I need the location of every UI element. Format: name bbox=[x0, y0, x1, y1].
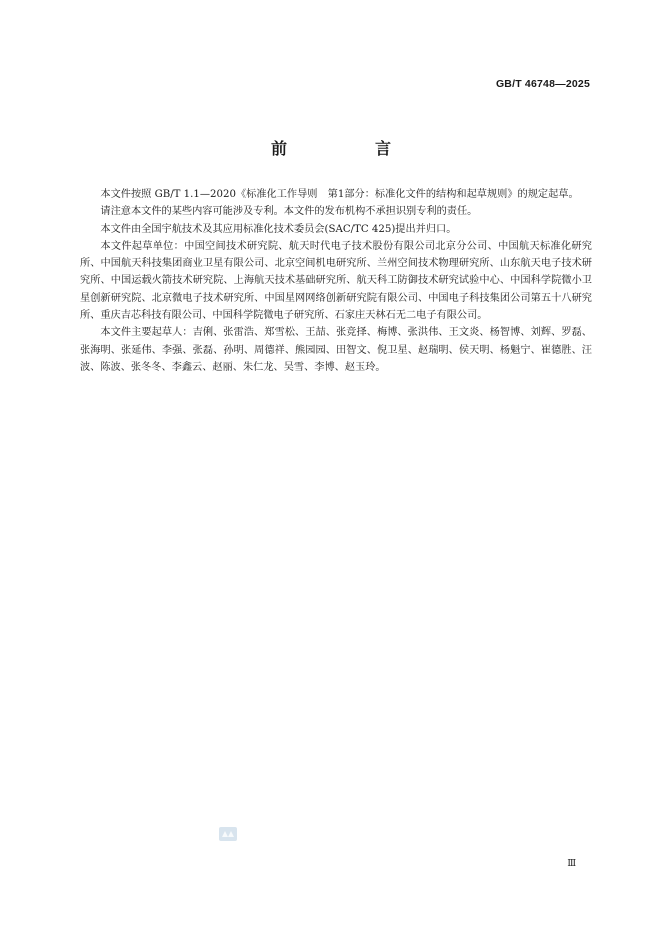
paragraph-drafting-units: 本文件起草单位：中国空间技术研究院、航天时代电子技术股份有限公司北京分公司、中国航天标准化研究所、中国航天科技集团商业卫星有限公司、北京空间机电研究所、兰州空间技术物理研究所、山东航天电子技术研究所、中国运载火箭技术研究院、上海航天技术基础研究所、航天科工防御技术研究试验中心、中国科学院微小卫星创新研究院、北京微电子技术研究所、中国星网网络创新研究院有限公司、中国电子科技集团公司第五十八研究所、重庆吉芯科技有限公司、中国科学院微电子研究所、石家庄天林石无二电子有限公司。 bbox=[80, 240, 592, 322]
watermark-logo-icon bbox=[219, 826, 237, 840]
foreword-body bbox=[80, 186, 592, 376]
paragraph-committee: 本文件由全国宇航技术及其应用标准化技术委员会(SAC/TC 425)提出并归口。 bbox=[100, 223, 457, 235]
paragraph-patent-notice: 请注意本文件的某些内容可能涉及专利。本文件的发布机构不承担识别专利的责任。 bbox=[100, 206, 478, 218]
page-number: Ⅲ bbox=[567, 859, 576, 869]
page-title: 前 言 bbox=[270, 139, 427, 158]
paragraph-drafters: 本文件主要起草人：吉俐、张雷浩、郑雪松、王喆、张竞择、梅博、张洪伟、王文炎、杨智博、刘辉、罗磊、张海明、张延伟、李强、张磊、孙明、周德祥、熊园园、田智文、倪卫星、赵瑞明、侯天明、杨魁宁、崔德胜、汪波、陈波、张冬冬、李鑫云、赵丽、朱仁龙、吴雪、李博、赵玉玲。 bbox=[80, 327, 592, 373]
standard-code: GB/T 46748—2025 bbox=[495, 78, 590, 90]
paragraph-drafting-rules: 本文件按照 GB/T 1.1—2020《标准化工作导则 第1部分：标准化文件的结构和起草规则》的规定起草。 bbox=[100, 189, 579, 200]
